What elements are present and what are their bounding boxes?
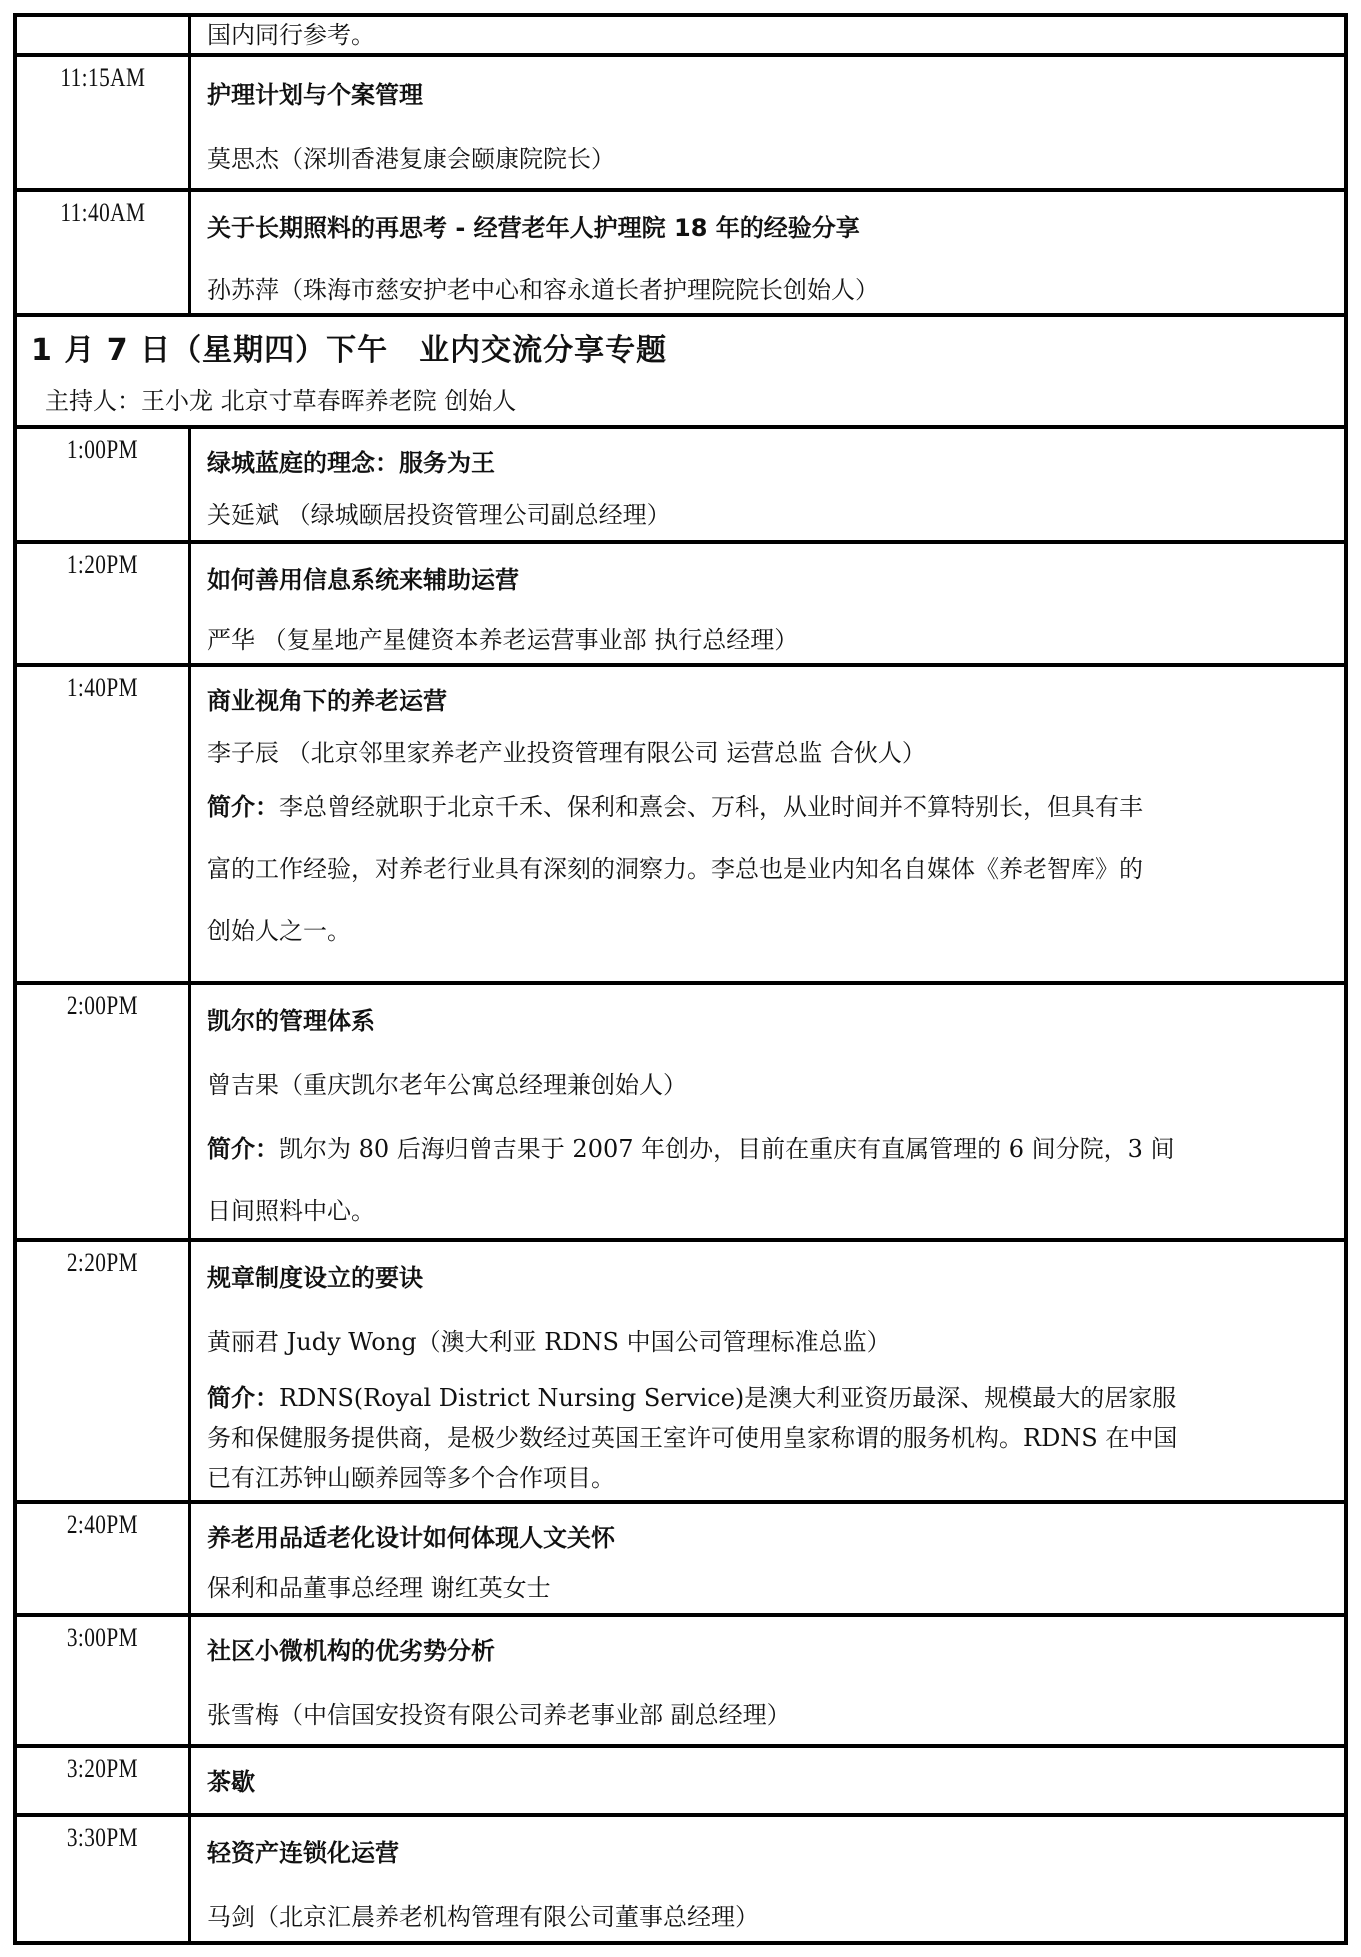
table-row — [17, 1238, 1344, 1504]
section-header-row — [17, 313, 1344, 429]
intro-text: 凯尔为 80 后海归曾吉果于 2007 年创办，目前在重庆有直属管理的 6 间分院，3 间 — [279, 1135, 1175, 1163]
content-cell — [191, 192, 1344, 317]
content-cell — [191, 1748, 1344, 1817]
intro-label: 简介： — [207, 793, 279, 821]
intro-label: 简介： — [207, 1135, 279, 1163]
session-time: 11:40AM — [60, 198, 145, 227]
time-cell — [17, 1817, 191, 1945]
session-time: 3:20PM — [66, 1754, 139, 1783]
session-title: 关于长期照料的再思考 - 经营老年人护理院 18 年的经验分享 — [207, 214, 860, 242]
time-cell — [17, 192, 191, 317]
content-cell — [191, 57, 1344, 192]
section-host: 主持人：王小龙 北京寸草春晖养老院 创始人 — [45, 387, 517, 415]
session-time: 1:20PM — [66, 550, 139, 579]
table-row — [17, 1613, 1344, 1748]
content-cell — [191, 1617, 1344, 1748]
session-intro-line — [207, 791, 1330, 823]
session-speaker: 保利和品董事总经理 谢红英女士 — [207, 1574, 551, 1602]
session-speaker: 马剑（北京汇晨养老机构管理有限公司董事总经理） — [207, 1903, 759, 1931]
session-speaker: 曾吉果（重庆凯尔老年公寓总经理兼创始人） — [207, 1071, 687, 1099]
table-row — [17, 53, 1344, 192]
session-intro-line: 日间照料中心。 — [207, 1197, 375, 1225]
session-time: 11:15AM — [60, 63, 145, 92]
table-row-continuation — [17, 17, 1344, 57]
session-title: 养老用品适老化设计如何体现人文关怀 — [207, 1524, 615, 1552]
section-title: 1 月 7 日（星期四）下午 业内交流分享专题 — [31, 333, 668, 368]
session-title: 绿城蓝庭的理念：服务为王 — [207, 449, 495, 477]
time-cell — [17, 985, 191, 1242]
table-row — [17, 663, 1344, 985]
session-title: 如何善用信息系统来辅助运营 — [207, 566, 519, 594]
time-cell — [17, 429, 191, 544]
time-cell — [17, 667, 191, 985]
content-cell — [191, 544, 1344, 667]
session-title: 茶歇 — [207, 1768, 255, 1796]
session-intro-line: 创始人之一。 — [207, 917, 351, 945]
content-cell — [191, 17, 1344, 57]
session-title: 凯尔的管理体系 — [207, 1007, 375, 1035]
session-title: 社区小微机构的优劣势分析 — [207, 1637, 495, 1665]
table-row — [17, 540, 1344, 667]
session-speaker: 关延斌 （绿城颐居投资管理公司副总经理） — [207, 501, 671, 529]
session-speaker: 黄丽君 Judy Wong（澳大利亚 RDNS 中国公司管理标准总监） — [207, 1328, 891, 1356]
time-cell — [17, 1748, 191, 1817]
session-speaker: 严华 （复星地产星健资本养老运营事业部 执行总经理） — [207, 626, 799, 654]
content-cell — [191, 1817, 1344, 1945]
time-cell — [17, 1617, 191, 1748]
session-title: 护理计划与个案管理 — [207, 81, 423, 109]
session-title: 规章制度设立的要诀 — [207, 1264, 423, 1292]
time-cell — [17, 1504, 191, 1617]
content-cell — [191, 985, 1344, 1242]
session-time: 1:00PM — [66, 435, 139, 464]
session-title: 商业视角下的养老运营 — [207, 687, 447, 715]
content-cell — [191, 1242, 1344, 1504]
session-time: 2:00PM — [66, 991, 139, 1020]
schedule-table — [13, 13, 1348, 1945]
session-intro-line — [207, 1133, 1330, 1165]
session-time: 3:00PM — [66, 1623, 139, 1652]
session-intro-line: 务和保健服务提供商，是极少数经过英国王室许可使用皇家称谓的服务机构。RDNS 在中国 — [207, 1424, 1178, 1452]
session-time: 2:40PM — [66, 1510, 139, 1539]
table-row — [17, 188, 1344, 317]
session-title: 轻资产连锁化运营 — [207, 1839, 399, 1867]
session-speaker: 李子辰 （北京邻里家养老产业投资管理有限公司 运营总监 合伙人） — [207, 739, 926, 767]
table-row — [17, 1500, 1344, 1617]
session-intro-line — [207, 1382, 1330, 1414]
session-speaker: 莫思杰（深圳香港复康会颐康院院长） — [207, 145, 615, 173]
time-cell — [17, 57, 191, 192]
intro-text: 李总曾经就职于北京千禾、保利和熹会、万科，从业时间并不算特别长，但具有丰 — [279, 793, 1143, 821]
content-cell — [191, 1504, 1344, 1617]
time-cell — [17, 1242, 191, 1504]
session-intro-line: 已有江苏钟山颐养园等多个合作项目。 — [207, 1464, 615, 1492]
time-cell-empty — [17, 17, 191, 57]
continuation-text: 国内同行参考。 — [207, 21, 375, 49]
table-row — [17, 425, 1344, 544]
table-row — [17, 1813, 1344, 1945]
session-speaker: 孙苏萍（珠海市慈安护老中心和容永道长者护理院院长创始人） — [207, 276, 879, 304]
intro-text: RDNS(Royal District Nursing Service)是澳大利亚资历最深、规模最大的居家服 — [279, 1384, 1177, 1412]
time-cell — [17, 544, 191, 667]
session-intro-line: 富的工作经验，对养老行业具有深刻的洞察力。李总也是业内知名自媒体《养老智库》的 — [207, 855, 1143, 883]
session-time: 3:30PM — [66, 1823, 139, 1852]
content-cell — [191, 429, 1344, 544]
table-row — [17, 1744, 1344, 1817]
session-time: 2:20PM — [66, 1248, 139, 1277]
intro-label: 简介： — [207, 1384, 279, 1412]
session-time: 1:40PM — [66, 673, 139, 702]
session-speaker: 张雪梅（中信国安投资有限公司养老事业部 副总经理） — [207, 1701, 791, 1729]
content-cell — [191, 667, 1344, 985]
table-row — [17, 981, 1344, 1242]
